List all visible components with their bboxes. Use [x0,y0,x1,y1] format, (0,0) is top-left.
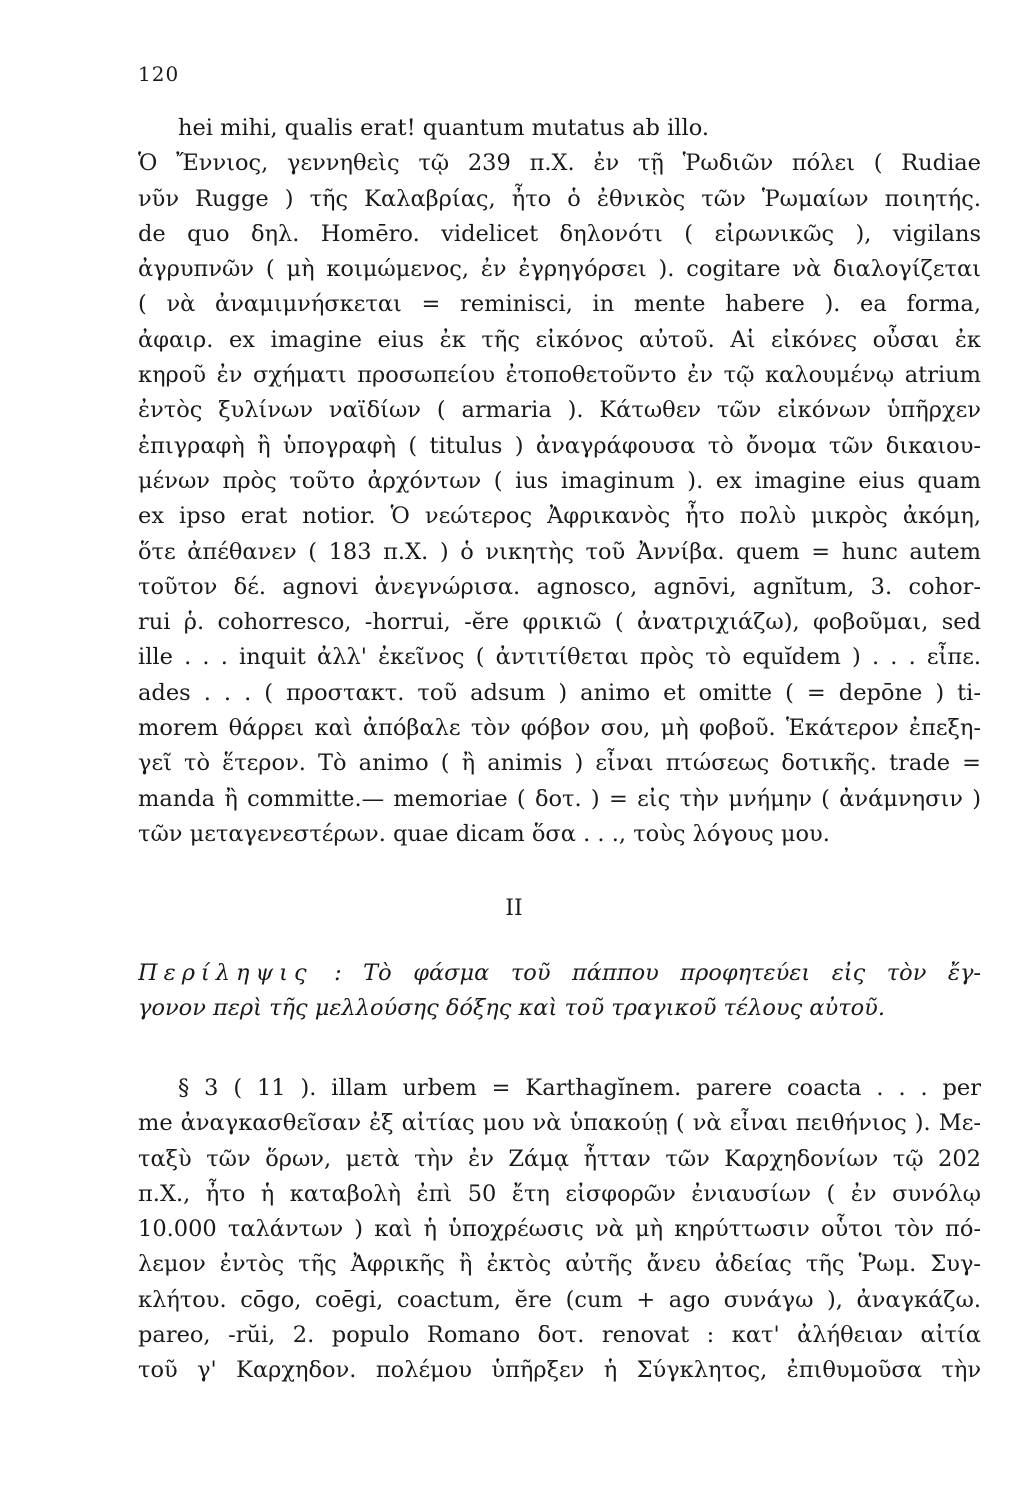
text-line: de quo δηλ. Homēro. videlicet δηλονότι ( εἰρωνικῶς ), vigilans [138,220,981,247]
section-numeral: II [505,896,523,921]
text-line: π.Χ., ἦτο ἡ καταβολὴ ἐπὶ 50 ἔτη εἰσφορῶν ἐνιαυσίων ( ἐν συνόλῳ [138,1180,981,1207]
text-line: νῦν Rugge ) τῆς Καλαβρίας, ἦτο ὁ ἐθνικὸς τῶν Ῥωμαίων ποιητής. [138,185,981,212]
commentary-paragraph-2 [138,1071,981,1389]
text-line: γεῖ τὸ ἕτερον. Τὸ animo ( ἢ animis ) εἶναι πτώσεως δοτικῆς. trade = [138,750,981,777]
text-line: κλήτου. cōgo, coēgi, coactum, ĕre (cum + ago συνάγω ), ἀναγκάζω. [138,1286,981,1313]
text-line: ἀγρυπνῶν ( μὴ κοιμώμενος, ἐν ἐγρηγόρσει ). cogitare νὰ διαλογίζεται [138,256,981,283]
text-line: § 3 ( 11 ). illam urbem = Karthagĭnem. parere coacta . . . per [178,1075,981,1101]
text-line: manda ἢ committe.— memoriae ( δοτ. ) = εἰς τὴν μνήμην ( ἀνάμνησιν ) [138,785,981,812]
text-line: ades . . . ( προστακτ. τοῦ adsum ) animo et omitte ( = depōne ) ti- [138,679,981,706]
text-line: me ἀναγκασθεῖσαν ἐξ αἰτίας μου νὰ ὑπακούῃ ( νὰ εἶναι πειθήνιος ). Με- [138,1110,981,1137]
text-line: λεμον ἐντὸς τῆς Ἀφρικῆς ἢ ἐκτὸς αὐτῆς ἄνευ ἀδείας τῆς Ῥωμ. Συγ- [138,1251,981,1278]
text-line: τῶν μεταγενεστέρων. quae dicam ὅσα . . ., τοὺς λόγους μου. [138,820,830,847]
text-line: ille . . . inquit ἀλλ' ἐκεῖνος ( ἀντιτίθεται πρὸς τὸ equĭdem ) . . . εἶπε. [138,644,981,671]
text-line: Ὁ Ἔννιος, γεννηθεὶς τῷ 239 π.Χ. ἐν τῇ Ῥωδιῶν πόλει ( Rudiae [138,150,981,177]
text-line: pareo, -rŭi, 2. populo Romano δοτ. renovat : κατ' ἀλήθειαν αἰτία [138,1322,981,1349]
text-line: morem θάρρει καὶ ἀπόβαλε τὸν φόβον σου, μὴ φοβοῦ. Ἑκάτερον ἐπεξη- [138,715,981,742]
summary-text: : Τὸ φάσμα τοῦ πάππου προφητεύει εἰς τὸν ἔγ- [334,960,981,986]
text-line: rui ῥ. cohorresco, -horrui, -ĕre φρικιῶ ( ἀνατριχιάζω), φοβοῦμαι, sed [138,609,981,636]
text-line: μένων πρὸς τοῦτο ἀρχόντων ( ius imaginum ). ex imagine eius quam [138,467,981,494]
summary-paragraph [138,956,981,1027]
summary-label: Περίληψις [138,960,313,986]
summary-line [138,956,981,991]
text-line: ταξὺ τῶν ὅρων, μετὰ τὴν ἐν Ζάμᾳ ἧτταν τῶν Καρχηδονίων τῷ 202 [138,1145,981,1172]
text-line: 10.000 ταλάντων ) καὶ ἡ ὑποχρέωσις νὰ μὴ κηρύττωσιν οὗτοι τὸν πό- [138,1216,981,1243]
text-line: ἀφαιρ. ex imagine eius ἐκ τῆς εἰκόνος αὐτοῦ. Αἱ εἰκόνες οὖσαι ἐκ [138,326,981,353]
text-line: τοῦ γ' Καρχηδον. πολέμου ὑπῆρξεν ἡ Σύγκλητος, ἐπιθυμοῦσα τὴν [138,1357,981,1384]
text-line: κηροῦ ἐν σχήματι προσωπείου ἐτοποθετοῦντο ἐν τῷ καλουμένῳ atrium [138,362,981,389]
commentary-paragraph-1 [138,111,981,852]
page-number: 120 [138,62,180,86]
text-line: ( νὰ ἀναμιμνήσκεται = reminisci, in mente habere ). ea forma, [138,291,981,318]
text-line: ἐντὸς ξυλίνων ναϊδίων ( armaria ). Κάτωθεν τῶν εἰκόνων ὑπῆρχεν [138,397,981,424]
text-line: ὅτε ἀπέθανεν ( 183 π.Χ. ) ὁ νικητὴς τοῦ Ἀννίβα. quem = hunc autem [138,538,981,565]
text-line: ἐπιγραφὴ ἢ ὑπογραφὴ ( titulus ) ἀναγράφουσα τὸ ὄνομα τῶν δικαιου- [138,432,981,459]
summary-line: γονον περὶ τῆς μελλούσης δόξης καὶ τοῦ τραγικοῦ τέλους αὐτοῦ. [138,995,886,1022]
text-line: ex ipso erat notior. Ὁ νεώτερος Ἀφρικανὸς ἦτο πολὺ μικρὸς ἀκόμη, [138,503,981,530]
text-line: τοῦτον δέ. agnovi ἀνεγνώρισα. agnosco, agnōvi, agnĭtum, 3. cohor- [138,573,981,600]
text-line: hei mihi, qualis erat! quantum mutatus ab illo. [178,115,709,141]
